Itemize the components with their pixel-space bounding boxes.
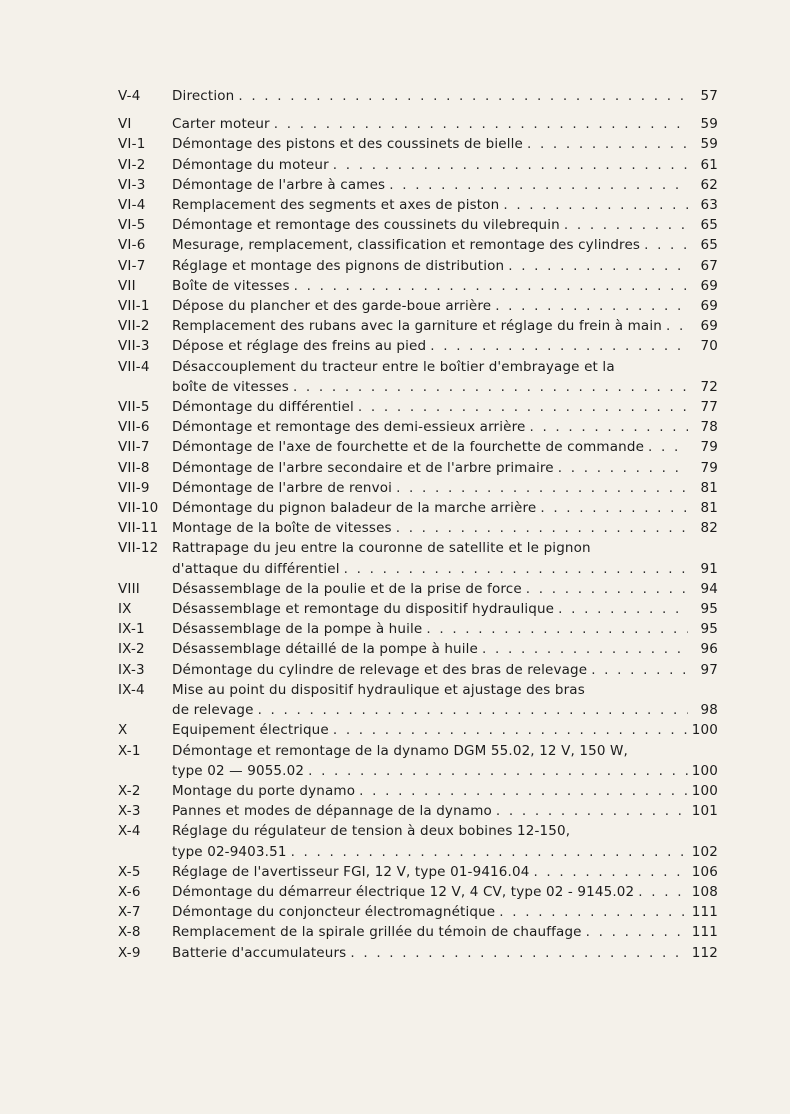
dot-leader — [304, 761, 688, 781]
toc-entry — [118, 862, 718, 882]
toc-entry — [118, 417, 718, 437]
toc-entry-body — [172, 134, 718, 154]
toc-entry-body — [172, 316, 718, 336]
toc-entry — [118, 518, 718, 538]
dot-leader — [478, 639, 688, 659]
toc-title-row — [172, 619, 718, 639]
toc-title: d'attaque du différentiel — [172, 560, 340, 577]
toc-page-number: 77 — [700, 399, 718, 416]
toc-section-number: VI-4 — [118, 197, 146, 214]
toc-page-number: 61 — [700, 156, 718, 173]
table-of-contents — [118, 86, 718, 963]
toc-entry — [118, 599, 718, 619]
toc-entry-body — [172, 922, 718, 942]
dot-leader — [287, 842, 688, 862]
toc-entry — [118, 397, 718, 417]
toc-title-row — [172, 922, 718, 942]
dot-leader — [385, 175, 688, 195]
toc-page-number: 96 — [700, 641, 718, 658]
toc-page-number: 63 — [700, 197, 718, 214]
toc-section-number: VII-9 — [118, 479, 150, 496]
dot-leader — [340, 559, 688, 579]
toc-section-number: VII-6 — [118, 419, 150, 436]
toc-section-number: VII-1 — [118, 298, 150, 315]
toc-entry — [118, 296, 718, 316]
toc-title-row — [172, 195, 718, 215]
toc-entry-body — [172, 518, 718, 538]
toc-section-number: VII-12 — [118, 540, 159, 557]
toc-entry-body — [172, 357, 718, 397]
toc-entry — [118, 195, 718, 215]
toc-title: Mesurage, remplacement, classification et remontage des cylindres — [172, 237, 641, 254]
toc-title-row — [172, 134, 718, 154]
toc-title-row — [172, 377, 718, 397]
toc-title: Dépose du plancher et des garde-boue arrière — [172, 298, 492, 315]
toc-entry — [118, 437, 718, 457]
toc-entry-body — [172, 437, 718, 457]
dot-leader — [634, 882, 688, 902]
toc-title-row — [172, 397, 718, 417]
toc-entry-body — [172, 336, 718, 356]
toc-page-number: 78 — [700, 419, 718, 436]
toc-page-number: 111 — [691, 924, 718, 941]
toc-entry — [118, 680, 718, 720]
toc-title: Démontage du cylindre de relevage et des bras de relevage — [172, 661, 588, 678]
toc-title-row — [172, 417, 718, 437]
toc-entry-body — [172, 660, 718, 680]
dot-leader — [554, 458, 688, 478]
toc-title-line: Démontage et remontage de la dynamo DGM 55.02, 12 V, 150 W, — [172, 742, 628, 759]
dot-leader — [392, 518, 688, 538]
toc-title-row — [172, 336, 718, 356]
toc-entry — [118, 720, 718, 740]
toc-section-number: VII-2 — [118, 318, 150, 335]
dot-leader — [270, 114, 688, 134]
toc-section-number: VII-5 — [118, 399, 150, 416]
toc-entry-body — [172, 175, 718, 195]
toc-title: de relevage — [172, 702, 254, 719]
toc-section-number: VI-2 — [118, 156, 146, 173]
dot-leader — [354, 397, 688, 417]
toc-title: Montage de la boîte de vitesses — [172, 520, 392, 537]
toc-title-row — [172, 559, 718, 579]
toc-entry — [118, 922, 718, 942]
toc-title: Démontage du différentiel — [172, 399, 354, 416]
toc-title-row — [172, 256, 718, 276]
toc-section-number: VII-3 — [118, 338, 150, 355]
toc-title-row — [172, 235, 718, 255]
toc-title: Montage du porte dynamo — [172, 782, 356, 799]
toc-entry-body — [172, 498, 718, 518]
toc-title: Remplacement des rubans avec la garniture et réglage du frein à main — [172, 318, 662, 335]
toc-page-number: 91 — [700, 560, 718, 577]
dot-leader — [525, 417, 688, 437]
toc-title: Dépose et réglage des freins au pied — [172, 338, 427, 355]
dot-leader — [554, 599, 688, 619]
dot-leader — [289, 377, 688, 397]
toc-entry-body — [172, 862, 718, 882]
toc-entry-body — [172, 639, 718, 659]
toc-title-row — [172, 599, 718, 619]
toc-title: Désassemblage et remontage du dispositif hydraulique — [172, 601, 555, 618]
toc-title: Désassemblage détaillé de la pompe à huile — [172, 641, 478, 658]
dot-leader — [587, 660, 688, 680]
toc-entry — [118, 741, 718, 781]
toc-page-number: 112 — [691, 944, 718, 961]
toc-entry-body — [172, 821, 718, 861]
toc-entry — [118, 902, 718, 922]
toc-entry — [118, 619, 718, 639]
toc-title-row — [172, 882, 718, 902]
dot-leader — [640, 235, 688, 255]
toc-title: Batterie d'accumulateurs — [172, 944, 347, 961]
toc-entry-body — [172, 256, 718, 276]
toc-section-number: VI — [118, 116, 132, 133]
toc-page-number: 97 — [700, 661, 718, 678]
toc-title-row — [172, 639, 718, 659]
dot-leader — [254, 700, 688, 720]
toc-entry — [118, 458, 718, 478]
toc-page-number: 100 — [691, 722, 718, 739]
dot-leader — [426, 336, 688, 356]
toc-page-number: 95 — [700, 601, 718, 618]
toc-section-number: VII-10 — [118, 500, 159, 517]
toc-section-number: X-1 — [118, 742, 141, 759]
toc-page-number: 108 — [691, 883, 718, 900]
toc-section-number: VII-8 — [118, 459, 150, 476]
toc-title-line: Rattrapage du jeu entre la couronne de satellite et le pignon — [172, 540, 591, 557]
toc-entry — [118, 215, 718, 235]
toc-title-row — [172, 498, 718, 518]
toc-title: Direction — [172, 88, 235, 104]
toc-title-row — [172, 579, 718, 599]
toc-entry-body — [172, 195, 718, 215]
toc-section-number: X-8 — [118, 924, 141, 941]
toc-section-number: VII — [118, 277, 136, 294]
toc-entry — [118, 882, 718, 902]
toc-section-number: IX-4 — [118, 681, 145, 698]
toc-title-row — [172, 761, 718, 781]
toc-title: Boîte de vitesses — [172, 277, 290, 294]
dot-leader — [355, 781, 688, 801]
toc-section-number: X-4 — [118, 823, 141, 840]
toc-title: Démontage des pistons et des coussinets de bielle — [172, 136, 523, 153]
toc-section-number: X — [118, 722, 128, 739]
toc-title: Démontage du moteur — [172, 156, 329, 173]
toc-entry — [118, 498, 718, 518]
dot-leader — [329, 720, 688, 740]
toc-section-number: IX-1 — [118, 621, 145, 638]
toc-entry-body — [172, 296, 718, 316]
toc-section-number: VIII — [118, 580, 140, 597]
toc-page-number: 100 — [691, 762, 718, 779]
toc-entry — [118, 316, 718, 336]
toc-entry-body — [172, 215, 718, 235]
toc-title-row — [172, 86, 718, 106]
toc-page-number: 69 — [700, 277, 718, 294]
toc-section-number: VII-7 — [118, 439, 150, 456]
toc-page-number: 65 — [700, 217, 718, 234]
toc-entry-body — [172, 538, 718, 578]
toc-entry-body — [172, 741, 718, 781]
toc-title-row — [172, 114, 718, 134]
toc-title-row — [172, 842, 718, 862]
toc-entry — [118, 175, 718, 195]
toc-entry — [118, 155, 718, 175]
toc-entry-body — [172, 478, 718, 498]
toc-page-number: 57 — [700, 88, 718, 104]
dot-leader — [422, 619, 688, 639]
toc-section-number: X-6 — [118, 883, 141, 900]
toc-entry — [118, 114, 718, 134]
toc-title-line: Réglage du régulateur de tension à deux bobines 12-150, — [172, 823, 571, 840]
toc-page-number: 65 — [700, 237, 718, 254]
toc-entry-body — [172, 680, 718, 720]
toc-title-row — [172, 781, 718, 801]
dot-leader — [529, 862, 688, 882]
toc-title-row — [172, 215, 718, 235]
toc-section-number: X-5 — [118, 863, 141, 880]
toc-title-row — [172, 276, 718, 296]
dot-leader — [346, 943, 688, 963]
toc-page-number: 94 — [700, 580, 718, 597]
toc-title: Carter moteur — [172, 116, 270, 133]
dot-leader — [499, 195, 688, 215]
toc-title-row — [172, 458, 718, 478]
toc-entry-body — [172, 155, 718, 175]
toc-entry — [118, 336, 718, 356]
toc-page-number: 72 — [700, 378, 718, 395]
toc-title-line: Mise au point du dispositif hydraulique et ajustage des bras — [172, 681, 585, 698]
toc-section-number: X-3 — [118, 803, 141, 820]
toc-page-number: 69 — [700, 298, 718, 315]
toc-entry — [118, 357, 718, 397]
toc-page-number: 102 — [691, 843, 718, 860]
dot-leader — [234, 86, 688, 106]
toc-entry — [118, 579, 718, 599]
toc-page-number: 82 — [700, 520, 718, 537]
dot-leader — [504, 256, 688, 276]
toc-entry-body — [172, 801, 718, 821]
toc-page-number: 59 — [700, 116, 718, 133]
toc-title: Désassemblage de la poulie et de la prise de force — [172, 580, 522, 597]
toc-title: type 02-9403.51 — [172, 843, 287, 860]
toc-title-row — [172, 155, 718, 175]
toc-title-row — [172, 801, 718, 821]
toc-title-row — [172, 720, 718, 740]
toc-entry-body — [172, 882, 718, 902]
toc-title: Equipement électrique — [172, 722, 329, 739]
toc-entry — [118, 86, 718, 106]
dot-leader — [536, 498, 688, 518]
toc-title: Démontage de l'arbre de renvoi — [172, 479, 393, 496]
toc-entry-body — [172, 720, 718, 740]
toc-section-number: VI-7 — [118, 257, 146, 274]
toc-page-number: 111 — [691, 904, 718, 921]
toc-section-number: IX — [118, 601, 132, 618]
toc-title-row — [172, 437, 718, 457]
toc-title: Démontage du conjoncteur électromagnétique — [172, 904, 496, 921]
toc-page-number: 62 — [700, 176, 718, 193]
toc-page-number: 81 — [700, 500, 718, 517]
toc-title: Démontage et remontage des coussinets du vilebrequin — [172, 217, 560, 234]
toc-entry-body — [172, 943, 718, 963]
toc-page-number: 100 — [691, 782, 718, 799]
toc-entry — [118, 235, 718, 255]
toc-title: Démontage du démarreur électrique 12 V, 4 CV, type 02 - 9145.02 — [172, 883, 635, 900]
toc-page-number: 69 — [700, 318, 718, 335]
toc-page-number: 67 — [700, 257, 718, 274]
toc-section-number: IX-2 — [118, 641, 145, 658]
toc-section-number: X-2 — [118, 782, 141, 799]
dot-leader — [492, 801, 688, 821]
toc-entry-body — [172, 458, 718, 478]
toc-entry — [118, 134, 718, 154]
toc-entry-body — [172, 781, 718, 801]
toc-entry — [118, 781, 718, 801]
toc-page-number: 70 — [700, 338, 718, 355]
toc-entry-body — [172, 902, 718, 922]
dot-leader — [392, 478, 688, 498]
dot-leader — [290, 276, 688, 296]
toc-title: Pannes et modes de dépannage de la dynamo — [172, 803, 492, 820]
toc-section-number: VI-1 — [118, 136, 146, 153]
dot-leader — [523, 134, 688, 154]
dot-leader — [495, 902, 688, 922]
toc-entry-body — [172, 235, 718, 255]
toc-page-number: 106 — [691, 863, 718, 880]
toc-entry-body — [172, 417, 718, 437]
toc-title-row — [172, 660, 718, 680]
toc-entry-body — [172, 86, 718, 106]
toc-entry — [118, 943, 718, 963]
toc-entry — [118, 801, 718, 821]
toc-title: Démontage de l'arbre à cames — [172, 176, 386, 193]
toc-section-number: VI-6 — [118, 237, 146, 254]
toc-entry-body — [172, 397, 718, 417]
toc-title: Démontage de l'axe de fourchette et de la fourchette de commande — [172, 439, 645, 456]
toc-entry-body — [172, 276, 718, 296]
toc-page-number: 101 — [691, 803, 718, 820]
toc-title-row — [172, 316, 718, 336]
toc-section-number: X-9 — [118, 944, 141, 961]
toc-title: boîte de vitesses — [172, 378, 289, 395]
toc-page-number: 98 — [700, 702, 718, 719]
dot-leader — [582, 922, 688, 942]
toc-title: Démontage du pignon baladeur de la marche arrière — [172, 500, 537, 517]
dot-leader — [329, 155, 688, 175]
toc-title-row — [172, 902, 718, 922]
toc-section-number: IX-3 — [118, 661, 145, 678]
toc-title-row — [172, 478, 718, 498]
toc-title: Réglage de l'avertisseur FGI, 12 V, type 01-9416.04 — [172, 863, 530, 880]
toc-entry-body — [172, 599, 718, 619]
toc-entry-body — [172, 619, 718, 639]
toc-section-number: VI-3 — [118, 176, 146, 193]
toc-entry — [118, 256, 718, 276]
toc-section-number: VII-11 — [118, 520, 159, 537]
toc-title: Remplacement de la spirale grillée du témoin de chauffage — [172, 924, 582, 941]
dot-leader — [522, 579, 688, 599]
toc-title-row — [172, 296, 718, 316]
toc-title: Démontage de l'arbre secondaire et de l'arbre primaire — [172, 459, 554, 476]
dot-leader — [491, 296, 688, 316]
toc-title-row — [172, 175, 718, 195]
toc-entry-body — [172, 114, 718, 134]
toc-title-row — [172, 700, 718, 720]
toc-entry — [118, 538, 718, 578]
toc-page-number: 81 — [700, 479, 718, 496]
toc-page-number: 79 — [700, 459, 718, 476]
toc-title: Réglage et montage des pignons de distribution — [172, 257, 505, 274]
toc-title: type 02 — 9055.02 — [172, 762, 305, 779]
toc-title-line: Désaccouplement du tracteur entre le boîtier d'embrayage et la — [172, 358, 615, 375]
toc-section-number: V-4 — [118, 88, 141, 104]
toc-title: Désassemblage de la pompe à huile — [172, 621, 423, 638]
toc-page-number: 79 — [700, 439, 718, 456]
dot-leader — [662, 316, 688, 336]
toc-title-row — [172, 518, 718, 538]
dot-leader — [560, 215, 688, 235]
toc-entry — [118, 639, 718, 659]
toc-entry — [118, 478, 718, 498]
toc-entry — [118, 276, 718, 296]
toc-title: Démontage et remontage des demi-essieux arrière — [172, 419, 526, 436]
toc-title-row — [172, 862, 718, 882]
toc-entry — [118, 660, 718, 680]
toc-page-number: 95 — [700, 621, 718, 638]
toc-section-number: VII-4 — [118, 358, 150, 375]
dot-leader — [644, 437, 688, 457]
toc-page-number: 59 — [700, 136, 718, 153]
toc-title-row — [172, 943, 718, 963]
toc-section-number: X-7 — [118, 904, 141, 921]
toc-entry-body — [172, 579, 718, 599]
toc-section-number: VI-5 — [118, 217, 146, 234]
toc-entry — [118, 821, 718, 861]
toc-title: Remplacement des segments et axes de piston — [172, 197, 500, 214]
